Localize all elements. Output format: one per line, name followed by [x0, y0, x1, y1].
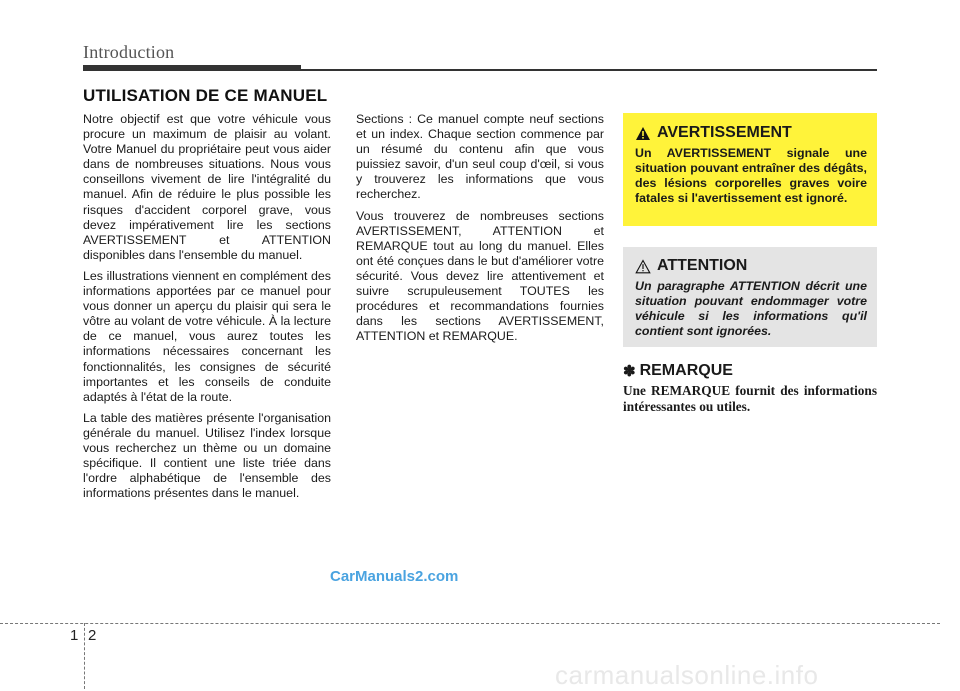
- warning-triangle-icon: [635, 126, 651, 141]
- watermark-top: CarManuals2.com: [330, 568, 459, 585]
- header-rule-thin: [301, 69, 877, 71]
- header-rule-thick: [83, 65, 301, 71]
- attention-title-row: [635, 257, 867, 275]
- paragraph: La table des matières présente l'organisation générale du manuel. Utilisez l'index lorsque vous recherchez un thème ou un domaine spécifique. Il contient une liste triée dans l'ordre alphabétique de l'ensemble des informations présentes dans le manuel.: [83, 410, 331, 501]
- attention-box: [623, 247, 877, 347]
- text-column-1: [83, 112, 331, 507]
- footer-dashed-divider: [84, 623, 85, 689]
- page-chapter-number: 1: [70, 627, 79, 644]
- paragraph: Notre objectif est que votre véhicule vous procure un maximum de plaisir au volant. Votre Manuel du propriétaire peut vous aider dans de nombreuses situations. Nous vous conseillons vivement de lire l'intégralité du manuel. Afin de réduire le plus possible les risques d'accident corporel grave, vous devez impérativement lire les sections AVERTISSEMENT et ATTENTION disponibles dans l'ensemble du manuel.: [83, 112, 331, 262]
- warning-title: AVERTISSEMENT: [657, 124, 792, 141]
- paragraph: Les illustrations viennent en complément des informations apportées par ce manuel pour vous donner un aperçu du plaisir qui sera le vôtre au volant de votre véhicule. À la lecture de ce manuel, vous aurez toutes les informations nécessaires concernant les fonctionnalités, les consignes de sécurité importantes et les conseils de conduite adaptés à l'état de la route.: [83, 268, 331, 404]
- page-heading: UTILISATION DE CE MANUEL: [83, 86, 328, 105]
- watermark-bottom: carmanualsonline.info: [555, 660, 819, 690]
- remark-star-icon: ✽: [623, 363, 636, 380]
- footer-dashed-rule: [0, 623, 940, 624]
- caution-triangle-icon: [635, 259, 651, 274]
- warning-box: [623, 113, 877, 226]
- warning-title-row: [635, 124, 867, 142]
- paragraph: Vous trouverez de nombreuses sections AVERTISSEMENT, ATTENTION et REMARQUE tout au long du manuel. Elles ont été conçues dans le but d'améliorer votre sécurité. Vous devez lire attentivement et suivre scrupuleusement TOUTES les procédures et recommandations fournies dans les sections AVERTISSEMENT, ATTENTION et REMARQUE.: [356, 208, 604, 344]
- remark-title: REMARQUE: [639, 362, 733, 379]
- warning-text: Un AVERTISSEMENT signale une situation pouvant entraîner des dégâts, des lésions corporelles graves voire fatales si l'avertissement est ignoré.: [635, 146, 867, 206]
- paragraph: Sections : Ce manuel compte neuf sections et un index. Chaque section commence par un résumé du contenu afin que vous puissiez savoir, d'un seul coup d'œil, si vous y trouverez les informations que vous recherchez.: [356, 112, 604, 202]
- remark-text: Une REMARQUE fournit des informations intéressantes ou utiles.: [623, 383, 877, 414]
- remark-heading: [623, 362, 733, 380]
- text-column-2: [356, 112, 604, 350]
- section-title: Introduction: [83, 42, 175, 62]
- page-number: 2: [88, 627, 97, 644]
- attention-text: Un paragraphe ATTENTION décrit une situation pouvant endommager votre véhicule si les informations qu'il contient sont ignorées.: [635, 279, 867, 339]
- attention-title: ATTENTION: [657, 257, 748, 274]
